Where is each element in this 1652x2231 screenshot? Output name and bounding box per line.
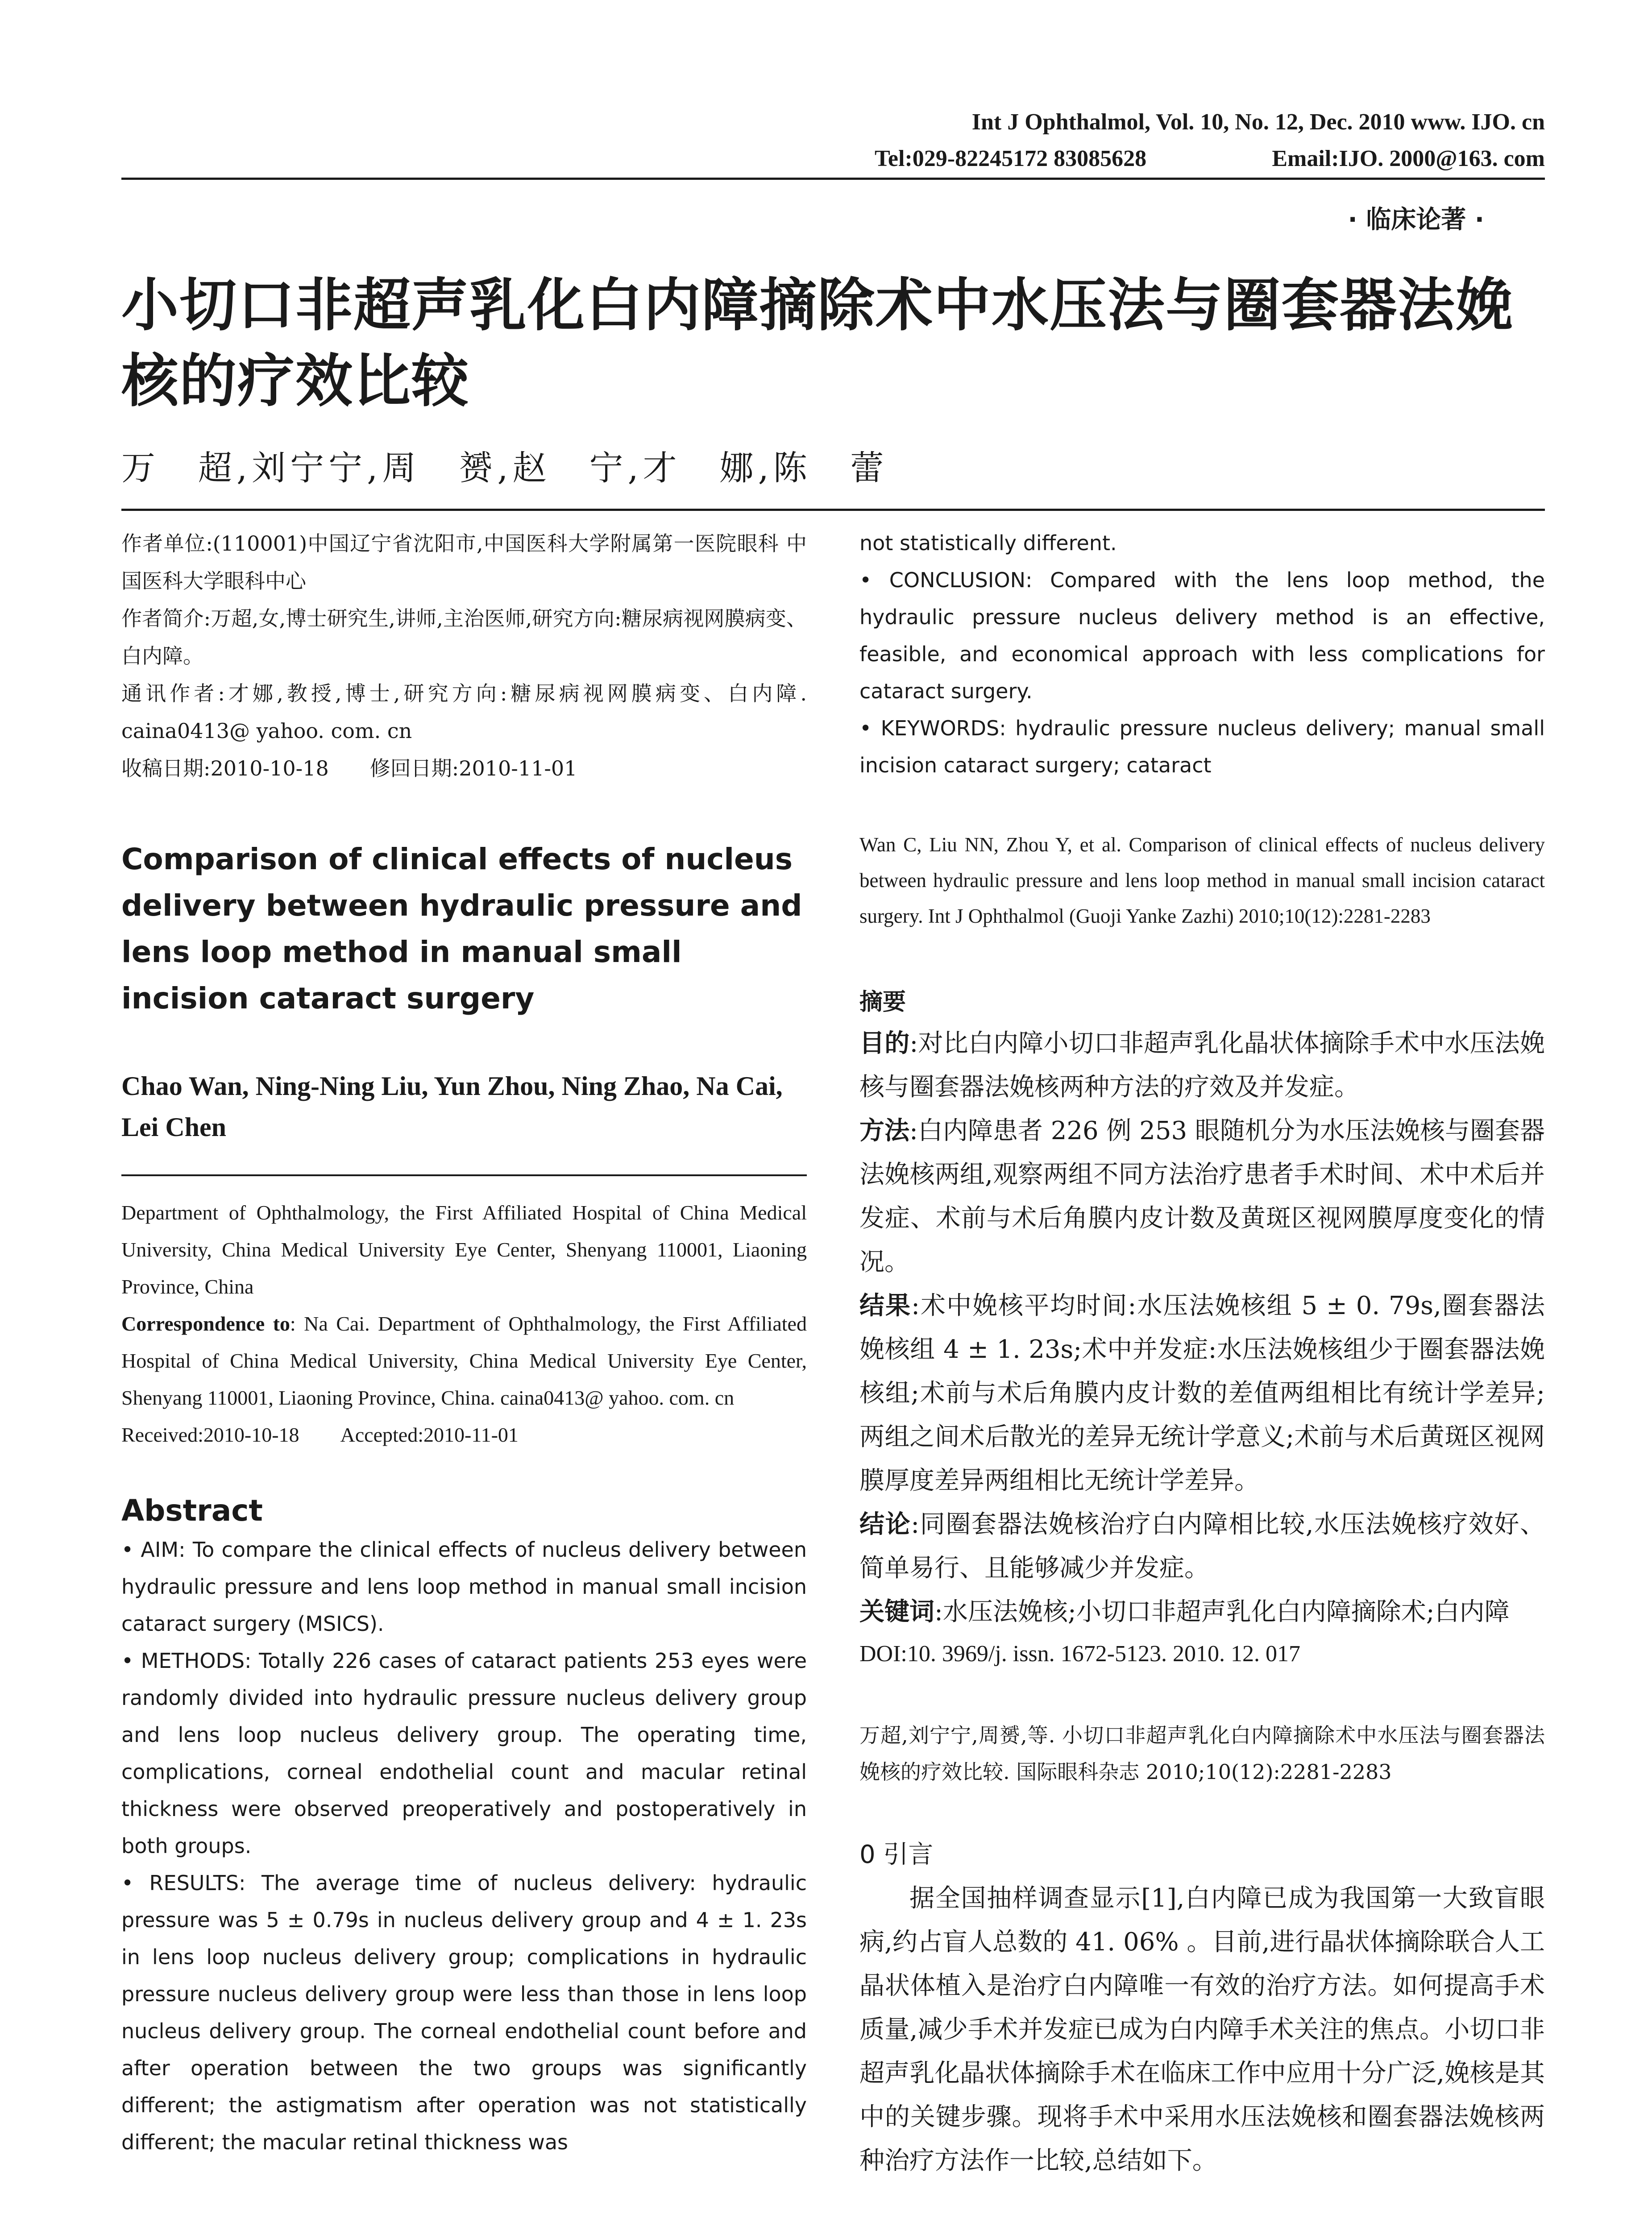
affiliation-block (121, 1194, 807, 1453)
article-title-en: Comparison of clinical effects of nucleus delivery between hydraulic pressure and lens loop method in manual small incision cataract surgery (121, 842, 802, 1016)
zh-results-label: 结果 (859, 1291, 912, 1320)
correspondence-en (121, 1305, 807, 1416)
received-accepted-en: Received:2010-10-18 Accepted:2010-11-01 (121, 1423, 519, 1446)
citation-cn: 万超,刘宁宁,周赟,等. 小切口非超声乳化白内障摘除术中水压法与圈套器法娩核的疗效比较. 国际眼科杂志 2010;10(12):2281-2283 (859, 1723, 1545, 1784)
article-title-cn: 小切口非超声乳化白内障摘除术中水压法与圈套器法娩核的疗效比较 (121, 272, 1514, 415)
zh-keywords-label: 关键词 (859, 1597, 934, 1626)
authors-en: Chao Wan, Ning-Ning Liu, Yun Zhou, Ning Zhao, Na Cai, Lei Chen (121, 1071, 783, 1142)
header-rule (121, 178, 1545, 180)
journal-header-line1: Int J Ophthalmol, Vol. 10, No. 12, Dec. 2010 www. IJO. cn (971, 109, 1545, 135)
citation-en: Wan C, Liu NN, Zhou Y, et al. Comparison of clinical effects of nucleus delivery between hydraulic pressure and lens loop method in manual small incision cataract surgery. Int J Ophthalmol (Guoji Yanke Zazhi) 2010;10(12):2281-2283 (859, 834, 1545, 927)
abstract-aim: • AIM: To compare the clinical effects of nucleus delivery between hydraulic pressure and lens loop method in manual small incision cataract surgery (MSICS). (121, 1538, 807, 1636)
zh-results (859, 1284, 1545, 1503)
correspondence-label: Correspondence to (121, 1312, 290, 1335)
affiliation-rule (121, 1174, 807, 1176)
zh-results-text: :术中娩核平均时间:水压法娩核组 5 ± 0. 79s,圈套器法娩核组 4 ± 1. 23s;术中并发症:水压法娩核组少于圈套器法娩核组;术前与术后角膜内皮计数的差值两组相比有统计学差异;两组之间术后散光的差异无统计学意义;术前与术后黄斑区视网膜厚度差异两组相比无统计学差异。 (859, 1291, 1545, 1495)
corresponding-author-cn: 通讯作者:才娜,教授,博士,研究方向:糖尿病视网膜病变、白内障. caina0413@ yahoo. com. cn (121, 681, 807, 743)
abstract-results-continued: not statistically different. (859, 531, 1117, 555)
right-column (859, 525, 1545, 2183)
intro-heading: 0 引言 (859, 1840, 934, 1869)
abstract-en-body (121, 1531, 807, 2161)
received-dates-cn: 收稿日期:2010-10-18 修回日期:2010-11-01 (121, 756, 577, 780)
author-bio-cn: 作者简介:万超,女,博士研究生,讲师,主治医师,研究方向:糖尿病视网膜病变、白内障。 (121, 606, 807, 668)
affiliation-en: Department of Ophthalmology, the First Affiliated Hospital of China Medical University, China Medical University Eye Center, Shenyang 110001, Liaoning Province, China (121, 1201, 807, 1298)
journal-header-tel: Tel:029-82245172 83085628 (875, 146, 1147, 171)
left-column (121, 525, 807, 2161)
zh-methods-label: 方法 (859, 1116, 910, 1145)
zh-aim-label: 目的 (859, 1029, 910, 1058)
zh-methods-text: :白内障患者 226 例 253 眼随机分为水压法娩核与圈套器法娩核两组,观察两组不同方法治疗患者手术时间、术中术后并发症、术前与术后角膜内皮计数及黄斑区视网膜厚度变化的情况。 (859, 1116, 1545, 1277)
authors-cn: 万 超,刘宁宁,周 赟,赵 宁,才 娜,陈 蕾 (121, 448, 888, 488)
intro-paragraph: 据全国抽样调查显示[1],白内障已成为我国第一大致盲眼病,约占盲人总数的 41. 06% 。目前,进行晶状体摘除联合人工晶状体植入是治疗白内障唯一有效的治疗方法。如何提高手术质量,减少手术并发症已成为白内障手术关注的焦点。小切口非超声乳化晶状体摘除手术在临床工作中应用十分广泛,娩核是其中的关键步骤。现将手术中采用水压法娩核和圈套器法娩核两种治疗方法作一比较,总结如下。 (859, 1884, 1545, 2175)
zh-aim-text: :对比白内障小切口非超声乳化晶状体摘除手术中水压法娩核与圈套器法娩核两种方法的疗效及并发症。 (859, 1029, 1545, 1102)
zh-aim (859, 1022, 1545, 1109)
zh-abstract-heading: 摘要 (859, 989, 906, 1016)
section-tag: · 临床论著 · (1348, 205, 1484, 234)
zh-methods (859, 1109, 1545, 1284)
author-info-cn (121, 525, 807, 787)
correspondence-text: : Na Cai. Department of Ophthalmology, the First Affiliated Hospital of China Medical University, China Medical University Eye Center, Shenyang 110001, Liaoning Province, China. caina0413@ yahoo. com. cn (121, 1312, 807, 1409)
doi: DOI:10. 3969/j. issn. 1672-5123. 2010. 12. 017 (859, 1641, 1300, 1667)
zh-abstract-body (859, 1022, 1545, 1634)
zh-conclusion-text: :同圈套器法娩核治疗白内障相比较,水压法娩核疗效好、简单易行、且能够减少并发症。 (859, 1510, 1545, 1583)
abstract-heading: Abstract (121, 1493, 263, 1528)
zh-conclusion (859, 1503, 1545, 1590)
journal-header-email: Email:IJO. 2000@163. com (1272, 146, 1545, 171)
zh-keywords (859, 1590, 1545, 1634)
zh-conclusion-label: 结论 (859, 1510, 911, 1539)
abstract-results: • RESULTS: The average time of nucleus delivery: hydraulic pressure was 5 ± 0.79s in nucleus delivery group and 4 ± 1. 23s in lens loop nucleus delivery group; complications in hydraulic pressure nucleus delivery group were less than those in lens loop nucleus delivery group. The corneal endothelial count before and after operation between the two groups was significantly different; the astigmatism after operation was not statistically different; the macular retinal thickness was (121, 1871, 807, 2154)
zh-keywords-text: :水压法娩核;小切口非超声乳化白内障摘除术;白内障 (934, 1597, 1510, 1626)
abstract-methods: • METHODS: Totally 226 cases of cataract patients 253 eyes were randomly divided into hydraulic pressure nucleus delivery group and lens loop nucleus delivery group. The operating time, complications, corneal endothelial count and macular retinal thickness were observed preoperatively and postoperatively in both groups. (121, 1649, 807, 1858)
abstract-keywords: • KEYWORDS: hydraulic pressure nucleus delivery; manual small incision cataract surgery; cataract (859, 716, 1545, 777)
abstract-en-continued (859, 525, 1545, 784)
abstract-conclusion: • CONCLUSION: Compared with the lens loop method, the hydraulic pressure nucleus delivery method is an effective, feasible, and economical approach with less complications for cataract surgery. (859, 568, 1545, 703)
author-affiliation-cn: 作者单位:(110001)中国辽宁省沈阳市,中国医科大学附属第一医院眼科 中国医科大学眼科中心 (121, 531, 807, 593)
authors-rule (121, 509, 1545, 511)
